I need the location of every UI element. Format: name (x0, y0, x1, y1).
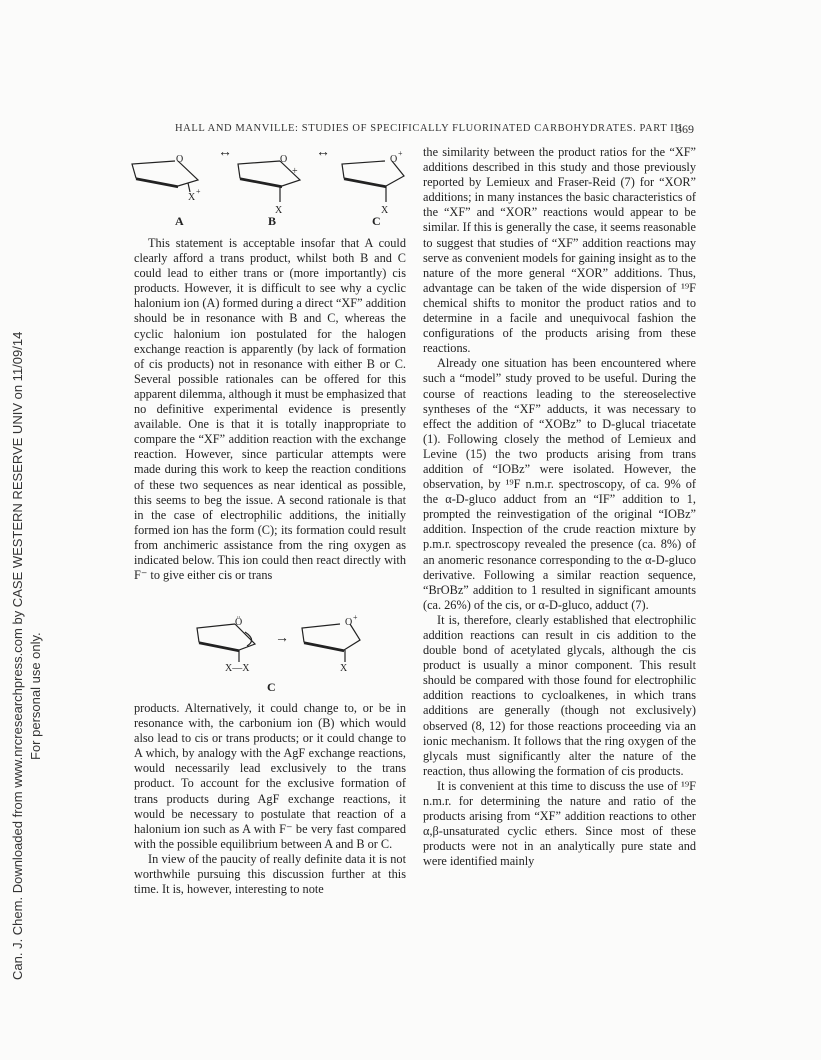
left-paragraph-3: In view of the paucity of really definite data it is not worthwhile pursuing this discussion further at this time. It is, however, interesting to note (134, 851, 406, 897)
right-paragraph-2: Already one situation has been encountered where such a “model” study proved to be useful. During the course of reactions leading to the stereoselective syntheses of the “XF” adducts, it was necessary to effect the addition of “XOBz” to D-glucal triacetate (1). Following closely the method of Lemieux and Levine (15) the two products arising from trans addition of “IOBz” were isolated. However, the observation, by ¹⁹F n.m.r. spectroscopy, of ca. 9% of the α-D-gluco adduct from an “IF” addition to 1, prompted the reinvestigation of the original “IOBz” addition. Inspection of the crude reaction mixture by p.m.r. spectroscopy revealed the presence (ca. 8%) of an anomeric resonance corresponding to the α-D-gluco derivative. Following a similar reaction sequence, “BrOBz” addition to 1 resulted in significant amounts (ca. 26%) of the cis, or α-D-gluco, adduct (7). (423, 356, 696, 612)
svg-text:O: O (345, 617, 353, 628)
left-column-top (134, 236, 406, 583)
svg-text:X: X (340, 663, 348, 672)
svg-text:+: + (196, 187, 201, 196)
left-paragraph-2: products. Alternatively, it could change to, or be in resonance with, the carbonium ion (B) which would also lead to cis or trans products; or it could change to A which, by analogy with the AgF exchange reactions, would necessarily lead exclusively to the trans product. To account for the exclusive formation of trans products during AgF exchange reactions, it would be necessary to postulate that reaction of a halonium ion such as A with F⁻ be very fast compared with the possible equilibrium between A and B or C. (134, 701, 406, 851)
running-head: HALL AND MANVILLE: STUDIES OF SPECIFICALLY FLUORINATED CARBOHYDRATES. PART III (175, 123, 683, 134)
svg-text:+: + (398, 149, 403, 158)
svg-text:+: + (353, 613, 358, 622)
svg-text:→: → (275, 631, 289, 646)
double-arrow-1: ↔ (218, 145, 232, 160)
download-note-line2: For personal use only. (28, 632, 43, 760)
right-paragraph-1: the similarity between the product ratios for the “XF” additions described in this study and those previously reported by Lemieux and Fraser-Reid (7) for “XOR” additions; in many instances the basic characteristics of the “XF” and “XOR” reactions would appear to be similar. If this is generally the case, it seems reasonable to suggest that studies of “XF” addition reactions may serve as convenient models for gaining insight as to the nature of the more general “XOR” additions. Thus, advantage can be taken of the wide dispersion of ¹⁹F chemical shifts to monitor the product ratios and to determine in a facile and unequivocal fashion the configurations of the products arising from these reactions. (423, 145, 696, 356)
label-c: C (372, 214, 381, 228)
label-c-second: C (267, 680, 276, 694)
download-watermark (10, 200, 54, 980)
left-paragraph-1: This statement is acceptable insofar that A could clearly afford a trans product, whilst both B and C could lead to either trans or (more importantly) cis products. However, it is difficult to see why a cyclic halonium ion (A) formed during a direct “XF” addition should be in resonance with B and C, whereas the cyclic halonium ion postulated for the halogen exchange reaction is apparently (by lack of formation of cis products) not in resonance with either B or C. Several possible rationales can be offered for this apparent dilemma, although it must be emphasized that no definitive experimental evidence is presently available. One is that it is totally inappropriate to compare the “XF” addition reaction with the exchange reaction. However, since particular attempts were made during this work to keep the reaction conditions of these two sequences as near identical as possible, this seems to beg the issue. A second rationale is that in the case of electrophilic additions, the initially formed ion has the form (C); its formation could result from anchimeric assistance from the ring oxygen as indicated below. This ion could then react directly with F⁻ to give either cis or trans (134, 236, 406, 583)
svg-text:+: + (292, 166, 298, 177)
svg-text:X: X (188, 192, 196, 203)
left-column-bottom (134, 701, 406, 897)
svg-text:X: X (381, 205, 389, 216)
right-paragraph-3: It is, therefore, clearly established that electrophilic addition reactions can result in cis addition to the double bond of acetylated glycals, although the cis product is usually a minor component. This result should be compared with those found for electrophilic addition reactions to cycloalkenes, in which trans additions are generally (though not exclusively) observed (8, 12) for those reactions proceeding via an ionic mechanism. It follows that the ring oxygen of the glycals must significantly alter the nature of the reaction, thus allowing the formation of cis products. (423, 612, 696, 778)
label-b: B (268, 214, 277, 228)
right-paragraph-4: It is convenient at this time to discuss the use of ¹⁹F n.m.r. for determining the nature and ratio of the products arising from “XF” addition reactions to other α,β-unsaturated cyclic ethers. Since most of these products were not in an analytically pure state and were identified mainly (423, 778, 696, 869)
anchimeric-structure (195, 612, 395, 672)
label-a: A (175, 214, 184, 228)
svg-text:Ö: Ö (235, 617, 243, 628)
page-number: 369 (676, 122, 694, 136)
svg-text:O: O (390, 154, 398, 165)
download-note-line1: Can. J. Chem. Downloaded from www.nrcresearchpress.com by CASE WESTERN RESERVE UNIV on 11/09/14 (10, 331, 25, 980)
ring-a (132, 161, 198, 186)
right-column (423, 145, 696, 870)
ring-b (238, 161, 300, 186)
svg-text:X—X: X—X (225, 663, 250, 672)
svg-text:X: X (275, 205, 283, 216)
svg-text:O: O (280, 154, 288, 165)
double-arrow-2: ↔ (316, 145, 330, 160)
svg-text:O: O (176, 154, 184, 165)
